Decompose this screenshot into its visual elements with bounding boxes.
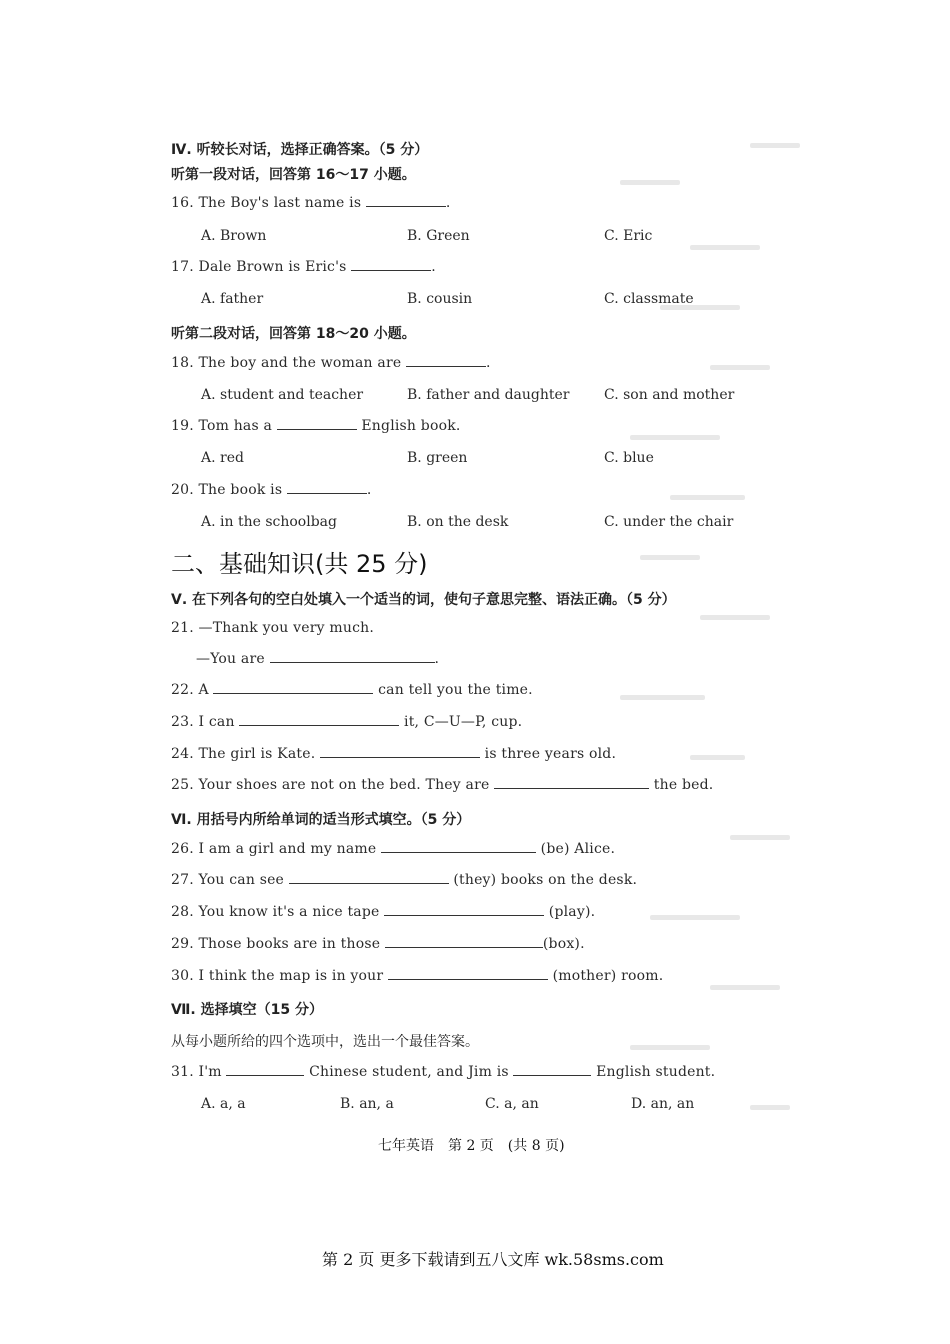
question-22-text: 22. A [171,682,209,698]
option-16b[interactable]: B. Green [407,228,470,244]
answer-blank-25[interactable] [494,787,649,789]
question-30-end: (mother) room. [552,968,664,984]
answer-blank-24[interactable] [320,756,480,758]
question-19 [171,418,461,434]
question-16-text: 16. The Boy's last name is [171,195,362,211]
option-17b[interactable]: B. cousin [407,291,473,307]
question-19-end: English book. [361,418,461,434]
answer-blank-19[interactable] [277,428,357,430]
question-23 [171,714,522,730]
option-18b[interactable]: B. father and daughter [407,387,570,403]
question-29 [171,936,585,952]
section-vi-heading: Ⅵ. 用括号内所给单词的适当形式填空。（5 分） [171,812,471,828]
answer-blank-20[interactable] [287,492,367,494]
section-vii-heading: Ⅶ. 选择填空（15 分） [171,1002,323,1018]
question-24-text: 24. The girl is Kate. [171,746,316,762]
question-21-text: —You are [196,651,265,667]
question-27-end: (they) books on the desk. [453,872,638,888]
question-30 [171,968,663,984]
question-29-text: 29. Those books are in those [171,936,381,952]
question-17-end: . [431,259,436,275]
question-19-text: 19. Tom has a [171,418,273,434]
option-19b[interactable]: B. green [407,450,468,466]
question-25 [171,777,713,793]
page-footer: 七年英语 第 2 页 (共 8 页) [378,1138,565,1154]
option-31a[interactable]: A. a, a [201,1096,246,1112]
question-31 [171,1064,715,1080]
option-19c[interactable]: C. blue [604,450,654,466]
question-28-text: 28. You know it's a nice tape [171,904,380,920]
question-24-end: is three years old. [484,746,617,762]
question-28 [171,904,595,920]
answer-blank-27[interactable] [289,882,449,884]
section-iv-heading: Ⅳ. 听较长对话，选择正确答案。（5 分） [171,142,429,158]
option-31b[interactable]: B. an, a [340,1096,394,1112]
question-16 [171,195,451,211]
answer-blank-31a[interactable] [226,1074,304,1076]
question-24 [171,746,616,762]
question-27 [171,872,637,888]
question-25-end: the bed. [653,777,714,793]
option-20c[interactable]: C. under the chair [604,514,734,530]
question-23-text: 23. I can [171,714,235,730]
answer-blank-21[interactable] [270,661,435,663]
option-18a[interactable]: A. student and teacher [201,387,364,403]
question-17 [171,259,436,275]
section-iv-intro-1: 听第一段对话，回答第 16～17 小题。 [171,167,416,183]
question-20-end: . [366,482,372,498]
option-16c[interactable]: C. Eric [604,228,653,244]
question-18 [171,355,491,371]
question-22-end: can tell you the time. [378,682,533,698]
option-17a[interactable]: A. father [201,291,264,307]
question-20-text: 20. The book is [171,482,283,498]
question-27-text: 27. You can see [171,872,285,888]
answer-blank-16[interactable] [366,205,446,207]
answer-blank-29[interactable] [385,946,543,948]
question-30-text: 30. I think the map is in your [171,968,384,984]
question-18-end: . [486,355,491,371]
answer-blank-28[interactable] [384,914,544,916]
answer-blank-17[interactable] [351,269,431,271]
question-21-line-2 [196,651,439,667]
question-28-end: (play). [548,904,596,920]
question-21-line-1: 21. —Thank you very much. [171,620,375,636]
section-v-heading: Ⅴ. 在下列各句的空白处填入一个适当的词，使句子意思完整、语法正确。（5 分） [171,592,676,608]
download-line[interactable]: 第 2 页 更多下载请到五八文库 wk.58sms.com [322,1250,664,1269]
question-25-text: 25. Your shoes are not on the bed. They are [171,777,490,793]
option-20b[interactable]: B. on the desk [407,514,509,530]
question-31-end: English student. [596,1064,716,1080]
part-two-title: 二、基础知识(共 25 分) [171,550,428,578]
question-18-text: 18. The boy and the woman are [171,355,402,371]
question-23-end: it, C—U—P, cup. [404,714,523,730]
question-16-end: . [445,195,451,211]
question-22 [171,682,533,698]
question-31-text: 31. I'm [171,1064,222,1080]
question-20 [171,482,372,498]
option-17c[interactable]: C. classmate [604,291,694,307]
option-31c[interactable]: C. a, an [485,1096,539,1112]
option-18c[interactable]: C. son and mother [604,387,735,403]
question-26-text: 26. I am a girl and my name [171,841,377,857]
section-iv-intro-2: 听第二段对话，回答第 18～20 小题。 [171,326,416,342]
answer-blank-22[interactable] [213,692,373,694]
section-vii-intro: 从每小题所给的四个选项中，选出一个最佳答案。 [171,1034,479,1050]
answer-blank-18[interactable] [406,365,486,367]
answer-blank-31b[interactable] [513,1074,591,1076]
question-29-end: (box). [542,936,585,952]
question-26 [171,841,615,857]
option-16a[interactable]: A. Brown [201,228,267,244]
question-31-middle: Chinese student, and Jim is [309,1064,509,1080]
question-21-end: . [434,651,440,667]
bleed-through-marks [600,135,805,1135]
option-20a[interactable]: A. in the schoolbag [201,514,337,530]
answer-blank-30[interactable] [388,978,548,980]
question-26-end: (be) Alice. [540,841,616,857]
question-17-text: 17. Dale Brown is Eric's [171,259,347,275]
option-31d[interactable]: D. an, an [631,1096,695,1112]
option-19a[interactable]: A. red [201,450,244,466]
answer-blank-26[interactable] [381,851,536,853]
answer-blank-23[interactable] [239,724,399,726]
